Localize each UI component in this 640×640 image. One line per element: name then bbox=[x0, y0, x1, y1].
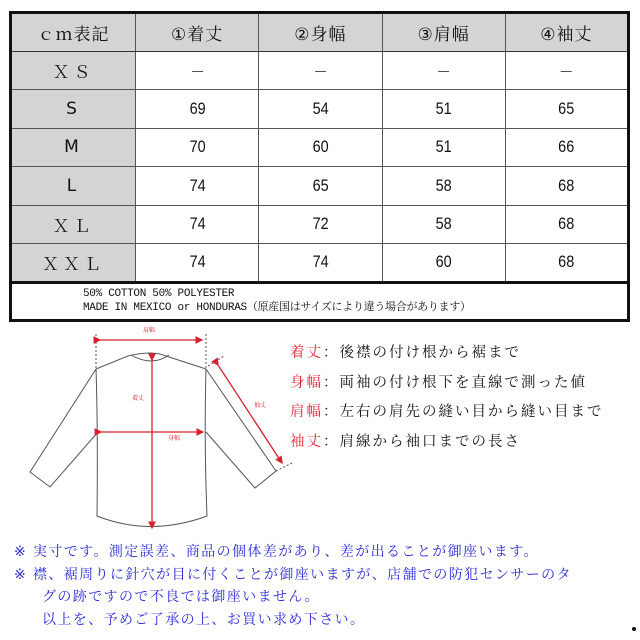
cell-value: 65 bbox=[268, 167, 373, 206]
note-line: ※ 実寸です。測定誤差、商品の個体差があり、差が出ることが御座います。 bbox=[14, 544, 539, 560]
material-origin: MADE IN MEXICO or HONDURAS（原産国はサイズにより違う場合があります） bbox=[83, 302, 471, 314]
cell-value: 54 bbox=[268, 90, 373, 129]
cell-value: 60 bbox=[268, 128, 373, 167]
cell-value: 68 bbox=[514, 167, 619, 206]
size-table bbox=[9, 11, 630, 284]
header-length: ①着丈 bbox=[136, 13, 259, 52]
material-composition: 50% COTTON 50% POLYESTER bbox=[83, 288, 235, 300]
header-shoulder-width: ③肩幅 bbox=[382, 13, 505, 52]
cell-value: 72 bbox=[268, 205, 373, 244]
size-label: ＸＸＬ bbox=[11, 244, 136, 283]
legend-term: 着丈 bbox=[290, 345, 323, 361]
table-row bbox=[11, 51, 629, 90]
note-line: グの跡ですので不良では御座いません。 bbox=[42, 589, 321, 605]
header-sleeve-length: ④袖丈 bbox=[505, 13, 628, 52]
legend-item: 身幅：両袖の付け根下を直線で測った値 bbox=[290, 374, 587, 391]
cell-value: 70 bbox=[145, 128, 250, 167]
cell-value: 58 bbox=[391, 205, 496, 244]
header-body-width: ②身幅 bbox=[259, 13, 382, 52]
cell-value: 51 bbox=[391, 90, 496, 129]
legend-desc: 左右の肩先の縫い目から縫い目まで bbox=[339, 404, 604, 420]
label-sleeve-length: 袖丈 bbox=[254, 402, 267, 409]
label-body-width: 身幅 bbox=[168, 435, 181, 442]
table-row bbox=[11, 205, 629, 244]
label-length: 着丈 bbox=[132, 395, 145, 402]
cell-value: 60 bbox=[391, 244, 496, 283]
cell-value: 69 bbox=[145, 90, 250, 129]
note-line: 以上を、予めご了承の上、お買い求め下さい。 bbox=[42, 611, 366, 628]
legend-item: 着丈：後襟の付け根から裾まで bbox=[290, 345, 521, 361]
cell-value: 74 bbox=[145, 205, 250, 244]
shirt-measurement-diagram bbox=[0, 322, 300, 542]
size-label: M bbox=[11, 128, 136, 167]
table-row bbox=[11, 244, 629, 283]
size-label: ＸＳ bbox=[11, 51, 136, 90]
shirt-outline-icon bbox=[0, 322, 300, 542]
legend-term: 肩幅 bbox=[290, 404, 323, 420]
note-line: ※ 襟、裾周りに針穴が目に付くことが御座いますが、店舗での防犯センサーのタ bbox=[14, 566, 572, 583]
table-row bbox=[11, 167, 629, 206]
cell-value: 74 bbox=[268, 244, 373, 283]
legend-term: 袖丈 bbox=[290, 433, 323, 450]
legend-term: 身幅 bbox=[290, 374, 323, 391]
material-info bbox=[9, 281, 630, 322]
legend-item: 袖丈：肩線から袖口までの長さ bbox=[290, 433, 521, 450]
size-label: S bbox=[11, 90, 136, 129]
cell-value: 51 bbox=[391, 128, 496, 167]
measurement-legend bbox=[290, 343, 604, 461]
cell-value: 66 bbox=[514, 128, 619, 167]
cell-value: － bbox=[391, 51, 496, 90]
size-label: ＸＬ bbox=[11, 205, 136, 244]
table-row bbox=[11, 128, 629, 167]
disclaimer-notes bbox=[14, 541, 572, 631]
legend-desc: 後襟の付け根から裾まで bbox=[339, 345, 521, 361]
legend-desc: 肩線から袖口までの長さ bbox=[339, 433, 521, 450]
cell-value: 74 bbox=[145, 244, 250, 283]
size-label: L bbox=[11, 167, 136, 206]
table-row bbox=[11, 90, 629, 129]
decorative-dot bbox=[632, 627, 636, 631]
cell-value: － bbox=[145, 51, 250, 90]
cell-value: 68 bbox=[514, 205, 619, 244]
header-unit: ｃｍ表記 bbox=[11, 13, 136, 52]
label-shoulder-width: 肩幅 bbox=[143, 327, 156, 334]
legend-desc: 両袖の付け根下を直線で測った値 bbox=[339, 374, 587, 391]
cell-value: 65 bbox=[514, 90, 619, 129]
cell-value: 74 bbox=[145, 167, 250, 206]
table-header-row bbox=[11, 13, 629, 52]
cell-value: 58 bbox=[391, 167, 496, 206]
cell-value: － bbox=[268, 51, 373, 90]
legend-item: 肩幅：左右の肩先の縫い目から縫い目まで bbox=[290, 404, 604, 420]
cell-value: － bbox=[514, 51, 619, 90]
cell-value: 68 bbox=[514, 244, 619, 283]
